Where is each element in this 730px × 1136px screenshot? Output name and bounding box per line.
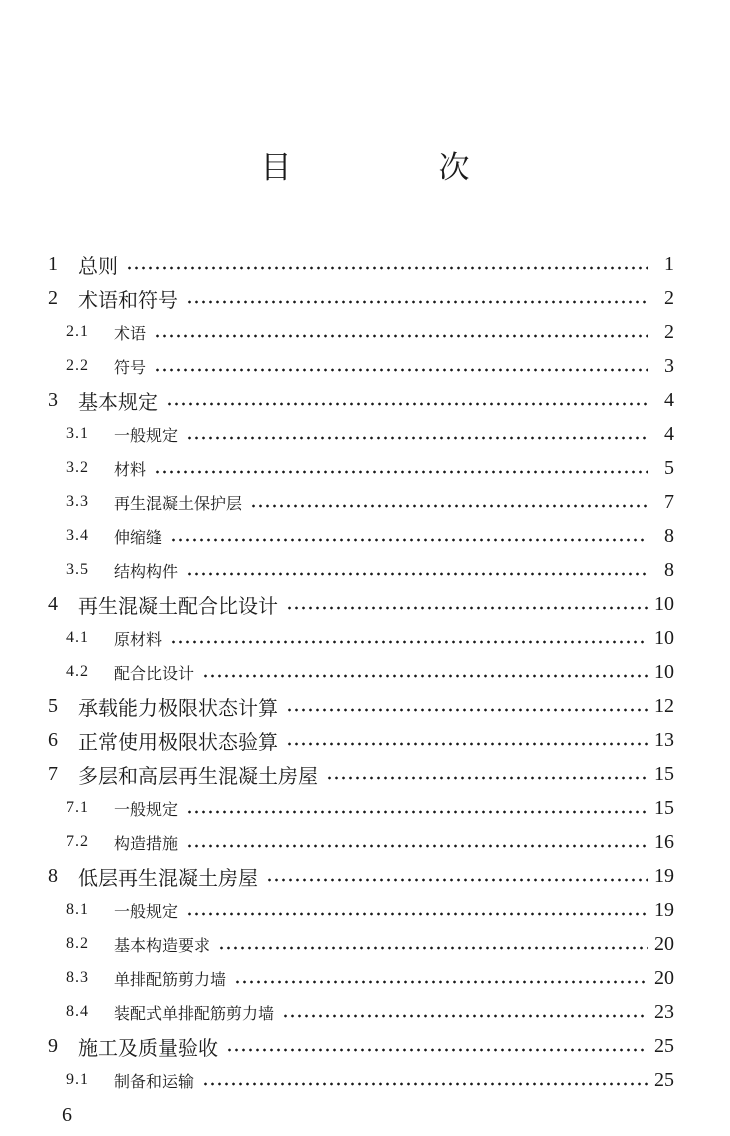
dot-leader — [166, 402, 648, 406]
toc-entry-title: 配合比设计 — [114, 663, 195, 683]
dot-leader — [186, 300, 648, 304]
toc-entry-title: 一般规定 — [114, 799, 179, 819]
toc-entry-title: 单排配筋剪力墙 — [114, 969, 227, 989]
toc-entry-number: 2 — [48, 286, 58, 309]
toc-entry-page: 2 — [664, 286, 674, 309]
toc-entry-page: 12 — [654, 694, 674, 717]
toc-entry-page: 13 — [654, 728, 674, 751]
toc-entry-page: 7 — [664, 490, 674, 513]
toc-entry-title: 承载能力极限状态计算 — [78, 695, 278, 720]
toc-entry-title: 再生混凝土保护层 — [114, 493, 243, 513]
toc-entry-page: 25 — [654, 1034, 674, 1057]
dot-leader — [286, 708, 648, 712]
dot-leader — [286, 606, 648, 610]
table-of-contents — [0, 247, 730, 1097]
toc-entry-number: 4 — [48, 592, 58, 615]
toc-entry-title: 术语和符号 — [78, 287, 178, 312]
toc-entry-page: 15 — [654, 796, 674, 819]
dot-leader — [286, 742, 648, 746]
toc-entry-number: 2.2 — [66, 357, 89, 374]
toc-entry-number: 2.1 — [66, 323, 89, 340]
dot-leader — [326, 776, 648, 780]
dot-leader — [186, 912, 648, 916]
toc-section-entry[interactable] — [0, 349, 730, 383]
toc-entry-page: 23 — [654, 1000, 674, 1023]
toc-chapter-entry[interactable] — [0, 587, 730, 621]
toc-section-entry[interactable] — [0, 995, 730, 1029]
toc-entry-number: 7 — [48, 762, 58, 785]
toc-section-entry[interactable] — [0, 1063, 730, 1097]
toc-chapter-entry[interactable] — [0, 281, 730, 315]
toc-entry-page: 25 — [654, 1068, 674, 1091]
toc-entry-page: 19 — [654, 898, 674, 921]
toc-chapter-entry[interactable] — [0, 247, 730, 281]
toc-section-entry[interactable] — [0, 791, 730, 825]
toc-entry-number: 7.2 — [66, 833, 89, 850]
toc-entry-number: 8.2 — [66, 935, 89, 952]
toc-section-entry[interactable] — [0, 825, 730, 859]
toc-entry-page: 1 — [664, 252, 674, 275]
toc-entry-number: 8.4 — [66, 1003, 89, 1020]
page-title: 目 次 — [260, 150, 528, 186]
toc-entry-page: 10 — [654, 660, 674, 683]
toc-entry-number: 3.1 — [66, 425, 89, 442]
toc-entry-title: 低层再生混凝土房屋 — [78, 865, 258, 890]
toc-entry-title: 构造措施 — [114, 833, 179, 853]
toc-entry-number: 4.2 — [66, 663, 89, 680]
toc-entry-page: 4 — [664, 388, 674, 411]
dot-leader — [186, 436, 648, 440]
toc-entry-number: 3 — [48, 388, 58, 411]
toc-chapter-entry[interactable] — [0, 689, 730, 723]
toc-entry-number: 3.3 — [66, 493, 89, 510]
toc-entry-title: 材料 — [114, 459, 147, 479]
toc-entry-title: 多层和高层再生混凝土房屋 — [78, 763, 318, 788]
toc-section-entry[interactable] — [0, 417, 730, 451]
dot-leader — [250, 504, 648, 508]
toc-entry-number: 8.1 — [66, 901, 89, 918]
dot-leader — [154, 470, 648, 474]
page-number: 6 — [62, 1104, 72, 1126]
toc-section-entry[interactable] — [0, 519, 730, 553]
toc-chapter-entry[interactable] — [0, 859, 730, 893]
toc-entry-page: 20 — [654, 932, 674, 955]
dot-leader — [170, 640, 648, 644]
toc-entry-number: 5 — [48, 694, 58, 717]
toc-section-entry[interactable] — [0, 621, 730, 655]
toc-section-entry[interactable] — [0, 485, 730, 519]
toc-section-entry[interactable] — [0, 553, 730, 587]
toc-entry-number: 1 — [48, 252, 58, 275]
toc-entry-page: 10 — [654, 626, 674, 649]
toc-entry-number: 7.1 — [66, 799, 89, 816]
toc-entry-number: 8 — [48, 864, 58, 887]
toc-chapter-entry[interactable] — [0, 1029, 730, 1063]
toc-entry-title: 术语 — [114, 323, 147, 343]
dot-leader — [186, 810, 648, 814]
toc-entry-title: 施工及质量验收 — [78, 1035, 218, 1060]
toc-entry-title: 再生混凝土配合比设计 — [78, 593, 278, 618]
dot-leader — [186, 844, 648, 848]
toc-entry-number: 8.3 — [66, 969, 89, 986]
toc-section-entry[interactable] — [0, 893, 730, 927]
dot-leader — [202, 674, 648, 678]
toc-entry-page: 8 — [664, 558, 674, 581]
toc-chapter-entry[interactable] — [0, 723, 730, 757]
toc-entry-title: 结构构件 — [114, 561, 179, 581]
toc-entry-title: 制备和运输 — [114, 1071, 195, 1091]
toc-chapter-entry[interactable] — [0, 757, 730, 791]
toc-entry-title: 符号 — [114, 357, 147, 377]
toc-entry-page: 10 — [654, 592, 674, 615]
toc-section-entry[interactable] — [0, 451, 730, 485]
toc-entry-page: 19 — [654, 864, 674, 887]
toc-entry-number: 4.1 — [66, 629, 89, 646]
toc-entry-title: 原材料 — [114, 629, 163, 649]
toc-entry-page: 4 — [664, 422, 674, 445]
dot-leader — [126, 266, 648, 270]
toc-entry-title: 一般规定 — [114, 901, 179, 921]
toc-entry-page: 15 — [654, 762, 674, 785]
toc-entry-page: 3 — [664, 354, 674, 377]
dot-leader — [234, 980, 648, 984]
toc-entry-title: 基本构造要求 — [114, 935, 211, 955]
toc-entry-page: 5 — [664, 456, 674, 479]
dot-leader — [218, 946, 648, 950]
dot-leader — [154, 334, 648, 338]
toc-entry-number: 3.5 — [66, 561, 89, 578]
toc-entry-page: 16 — [654, 830, 674, 853]
toc-entry-title: 伸缩缝 — [114, 527, 163, 547]
toc-chapter-entry[interactable] — [0, 383, 730, 417]
toc-entry-title: 正常使用极限状态验算 — [78, 729, 278, 754]
toc-entry-number: 9.1 — [66, 1071, 89, 1088]
toc-entry-title: 总则 — [78, 253, 118, 278]
dot-leader — [186, 572, 648, 576]
dot-leader — [226, 1048, 648, 1052]
toc-entry-number: 3.2 — [66, 459, 89, 476]
toc-entry-title: 装配式单排配筋剪力墙 — [114, 1003, 275, 1023]
dot-leader — [266, 878, 648, 882]
toc-section-entry[interactable] — [0, 315, 730, 349]
dot-leader — [170, 538, 648, 542]
dot-leader — [282, 1014, 648, 1018]
toc-entry-title: 基本规定 — [78, 389, 158, 414]
toc-entry-number: 6 — [48, 728, 58, 751]
toc-entry-number: 3.4 — [66, 527, 89, 544]
toc-section-entry[interactable] — [0, 655, 730, 689]
dot-leader — [154, 368, 648, 372]
toc-entry-page: 20 — [654, 966, 674, 989]
dot-leader — [202, 1082, 648, 1086]
toc-entry-title: 一般规定 — [114, 425, 179, 445]
toc-section-entry[interactable] — [0, 961, 730, 995]
toc-entry-page: 8 — [664, 524, 674, 547]
toc-section-entry[interactable] — [0, 927, 730, 961]
toc-entry-number: 9 — [48, 1034, 58, 1057]
toc-entry-page: 2 — [664, 320, 674, 343]
